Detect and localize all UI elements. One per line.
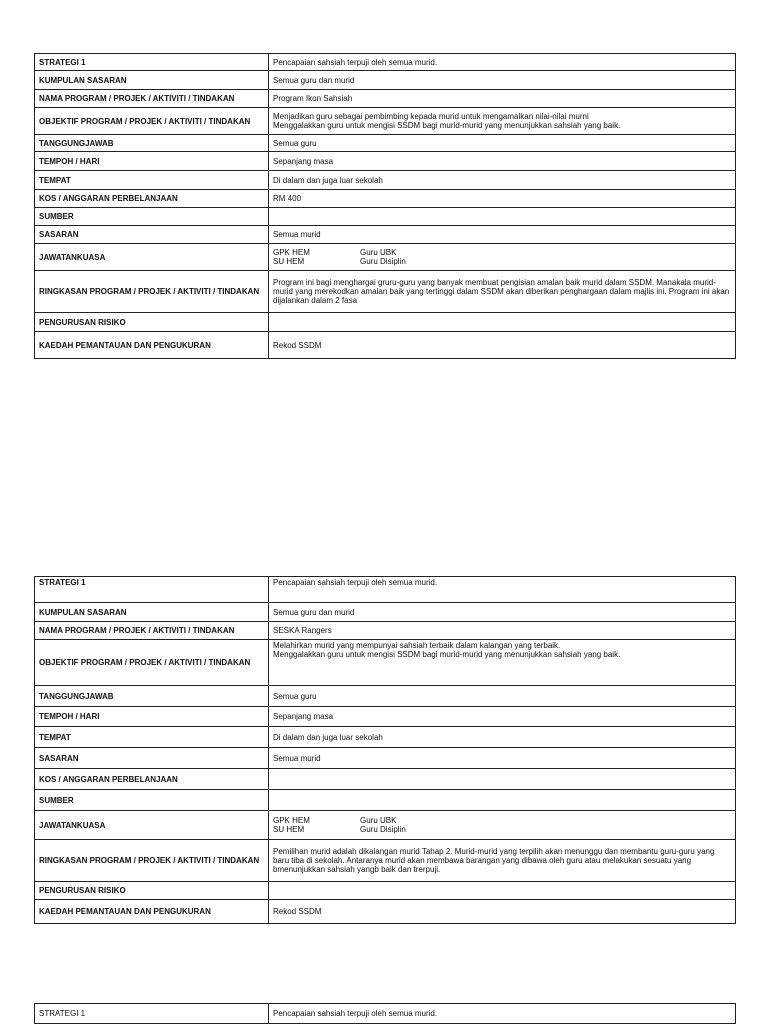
value-tempoh: Sepanjang masa [269, 707, 736, 727]
jawatankuasa-row-1 [273, 248, 731, 257]
label-strategi: STRATEGI 1 [35, 54, 269, 71]
label-nama-program: NAMA PROGRAM / PROJEK / AKTIVITI / TINDAKAN [35, 622, 269, 640]
value-nama-program: SESKA Rangers [269, 622, 736, 640]
table-row [35, 208, 736, 226]
jawatankuasa-member: Guru Disiplin [360, 825, 406, 834]
table-row [35, 577, 736, 603]
value-kos [269, 769, 736, 790]
table-row [35, 152, 736, 171]
table-row [35, 171, 736, 190]
label-kaedah: KAEDAH PEMANTAUAN DAN PENGUKURAN [35, 900, 269, 924]
label-strategi: STRATEGI 1 [35, 1004, 269, 1024]
jawatankuasa-member: Guru UBK [360, 248, 397, 257]
table-row [35, 640, 736, 686]
table-row [35, 313, 736, 332]
value-kaedah: Rekod SSDM [269, 332, 736, 359]
label-kumpulan-sasaran: KUMPULAN SASARAN [35, 603, 269, 622]
value-kaedah: Rekod SSDM [269, 900, 736, 924]
table-row [35, 622, 736, 640]
jawatankuasa-row-2 [273, 825, 731, 834]
label-kos: KOS / ANGGARAN PERBELANJAAN [35, 769, 269, 790]
table-row [35, 811, 736, 840]
value-kumpulan-sasaran: Semua guru dan murid [269, 603, 736, 622]
value-objektif [269, 640, 736, 686]
value-ringkasan [269, 840, 736, 882]
table-row [35, 748, 736, 769]
table-row [35, 1004, 736, 1024]
jawatankuasa-member: SU HEM [273, 825, 305, 834]
label-tempoh: TEMPOH / HARI [35, 707, 269, 727]
table-row [35, 769, 736, 790]
table-row [35, 71, 736, 90]
value-kos: RM 400 [269, 190, 736, 208]
value-kumpulan-sasaran: Semua guru dan murid [269, 71, 736, 90]
label-jawatankuasa: JAWATANKUASA [35, 811, 269, 840]
table-row [35, 900, 736, 924]
value-jawatankuasa [269, 811, 736, 840]
table-row [35, 790, 736, 811]
value-objektif [269, 108, 736, 135]
program-table-1 [34, 53, 736, 359]
label-tanggungjawab: TANGGUNGJAWAB [35, 135, 269, 152]
table-row [35, 707, 736, 727]
label-tanggungjawab: TANGGUNGJAWAB [35, 686, 269, 707]
value-strategi: Pencapaian sahsiah terpuji oleh semua murid. [269, 577, 736, 603]
label-sumber: SUMBER [35, 208, 269, 226]
value-tanggungjawab: Semua guru [269, 686, 736, 707]
value-strategi: Pencapaian sahsiah terpuji oleh semua murid. [269, 54, 736, 71]
label-nama-program: NAMA PROGRAM / PROJEK / AKTIVITI / TINDAKAN [35, 90, 269, 108]
program-table-3 [34, 1003, 736, 1024]
objektif-line-2: Menggalakkan guru untuk mengisi SSDM bagi murid-murid yang menunjukkan sahsiah yang baik. [273, 650, 621, 659]
table-row [35, 244, 736, 271]
label-sasaran: SASARAN [35, 748, 269, 769]
label-strategi: STRATEGI 1 [35, 577, 269, 603]
ringkasan-text: Program ini bagi menghargai gruru-guru yang banyak membuat pengisian amalan baik murid dalam SSDM. Manakala murid-murid yang merekodkan amalan baik yang tertinggi dalam SSDM akan diberikan penghargaan dalam majlis ini. Program ini akan dijalankan dalam 2 fasa [273, 278, 730, 305]
value-strategi: Pencapaian sahsiah terpuji oleh semua murid. [269, 1004, 736, 1024]
value-tanggungjawab: Semua guru [269, 135, 736, 152]
label-objektif: OBJEKTIF PROGRAM / PROJEK / AKTIVITI / TINDAKAN [35, 640, 269, 686]
label-kaedah: KAEDAH PEMANTAUAN DAN PENGUKURAN [35, 332, 269, 359]
objektif-line-2: Menggalakkan guru untuk mengisi SSDM bagi murid-murid yang menunjukkan sahsiah yang baik. [273, 121, 621, 130]
value-ringkasan [269, 271, 736, 313]
table-row [35, 840, 736, 882]
objektif-line-1: Menjadikan guru sebagai pembimbing kepada murid untuk mengamalkan nilai-nilai murni [273, 112, 589, 121]
table-row [35, 90, 736, 108]
table-row [35, 271, 736, 313]
label-risiko: PENGURUSAN RISIKO [35, 882, 269, 900]
table-row [35, 727, 736, 748]
table-row [35, 686, 736, 707]
value-risiko [269, 313, 736, 332]
table-row [35, 135, 736, 152]
value-jawatankuasa [269, 244, 736, 271]
value-sasaran: Semua murid [269, 748, 736, 769]
label-jawatankuasa: JAWATANKUASA [35, 244, 269, 271]
table-row [35, 226, 736, 244]
table-row [35, 332, 736, 359]
label-tempoh: TEMPOH / HARI [35, 152, 269, 171]
objektif-line-1: Melahirkan murid yang mempunyai sahsiah terbaik dalam kalangan yang terbaik. [273, 641, 561, 650]
value-tempat: Di dalam dan juga luar sekolah [269, 727, 736, 748]
label-sasaran: SASARAN [35, 226, 269, 244]
ringkasan-text: Pemilihan murid adalah dikalangan murid Tahap 2. Murid-murid yang terpilih akan menunggu dan membantu guru-guru yang baru tiba di sekolah. Antaranya murid akan membawa barangan yang dibawa oleh guru atau melakukan sesuatu yang bmenunjukkan sahsiah yangb baik dan trerpuji. [273, 847, 715, 874]
label-risiko: PENGURUSAN RISIKO [35, 313, 269, 332]
label-sumber: SUMBER [35, 790, 269, 811]
jawatankuasa-member: Guru UBK [360, 816, 397, 825]
program-table-2 [34, 576, 736, 924]
label-tempat: TEMPAT [35, 727, 269, 748]
value-nama-program: Program Ikon Sahsiah [269, 90, 736, 108]
label-kos: KOS / ANGGARAN PERBELANJAAN [35, 190, 269, 208]
table-row [35, 882, 736, 900]
table-row [35, 603, 736, 622]
table-row [35, 190, 736, 208]
label-objektif: OBJEKTIF PROGRAM / PROJEK / AKTIVITI / TINDAKAN [35, 108, 269, 135]
label-tempat: TEMPAT [35, 171, 269, 190]
jawatankuasa-member: GPK HEM [273, 248, 310, 257]
value-sumber [269, 790, 736, 811]
jawatankuasa-row-2 [273, 257, 731, 266]
value-sasaran: Semua murid [269, 226, 736, 244]
value-risiko [269, 882, 736, 900]
label-kumpulan-sasaran: KUMPULAN SASARAN [35, 71, 269, 90]
value-tempat: Di dalam dan juga luar sekolah [269, 171, 736, 190]
table-row [35, 54, 736, 71]
label-ringkasan: RINGKASAN PROGRAM / PROJEK / AKTIVITI / TINDAKAN [35, 271, 269, 313]
value-tempoh: Sepanjang masa [269, 152, 736, 171]
value-sumber [269, 208, 736, 226]
label-ringkasan: RINGKASAN PROGRAM / PROJEK / AKTIVITI / TINDAKAN [35, 840, 269, 882]
jawatankuasa-member: GPK HEM [273, 816, 310, 825]
table-row [35, 108, 736, 135]
jawatankuasa-member: Guru Disiplin [360, 257, 406, 266]
jawatankuasa-member: SU HEM [273, 257, 305, 266]
jawatankuasa-row-1 [273, 816, 731, 825]
